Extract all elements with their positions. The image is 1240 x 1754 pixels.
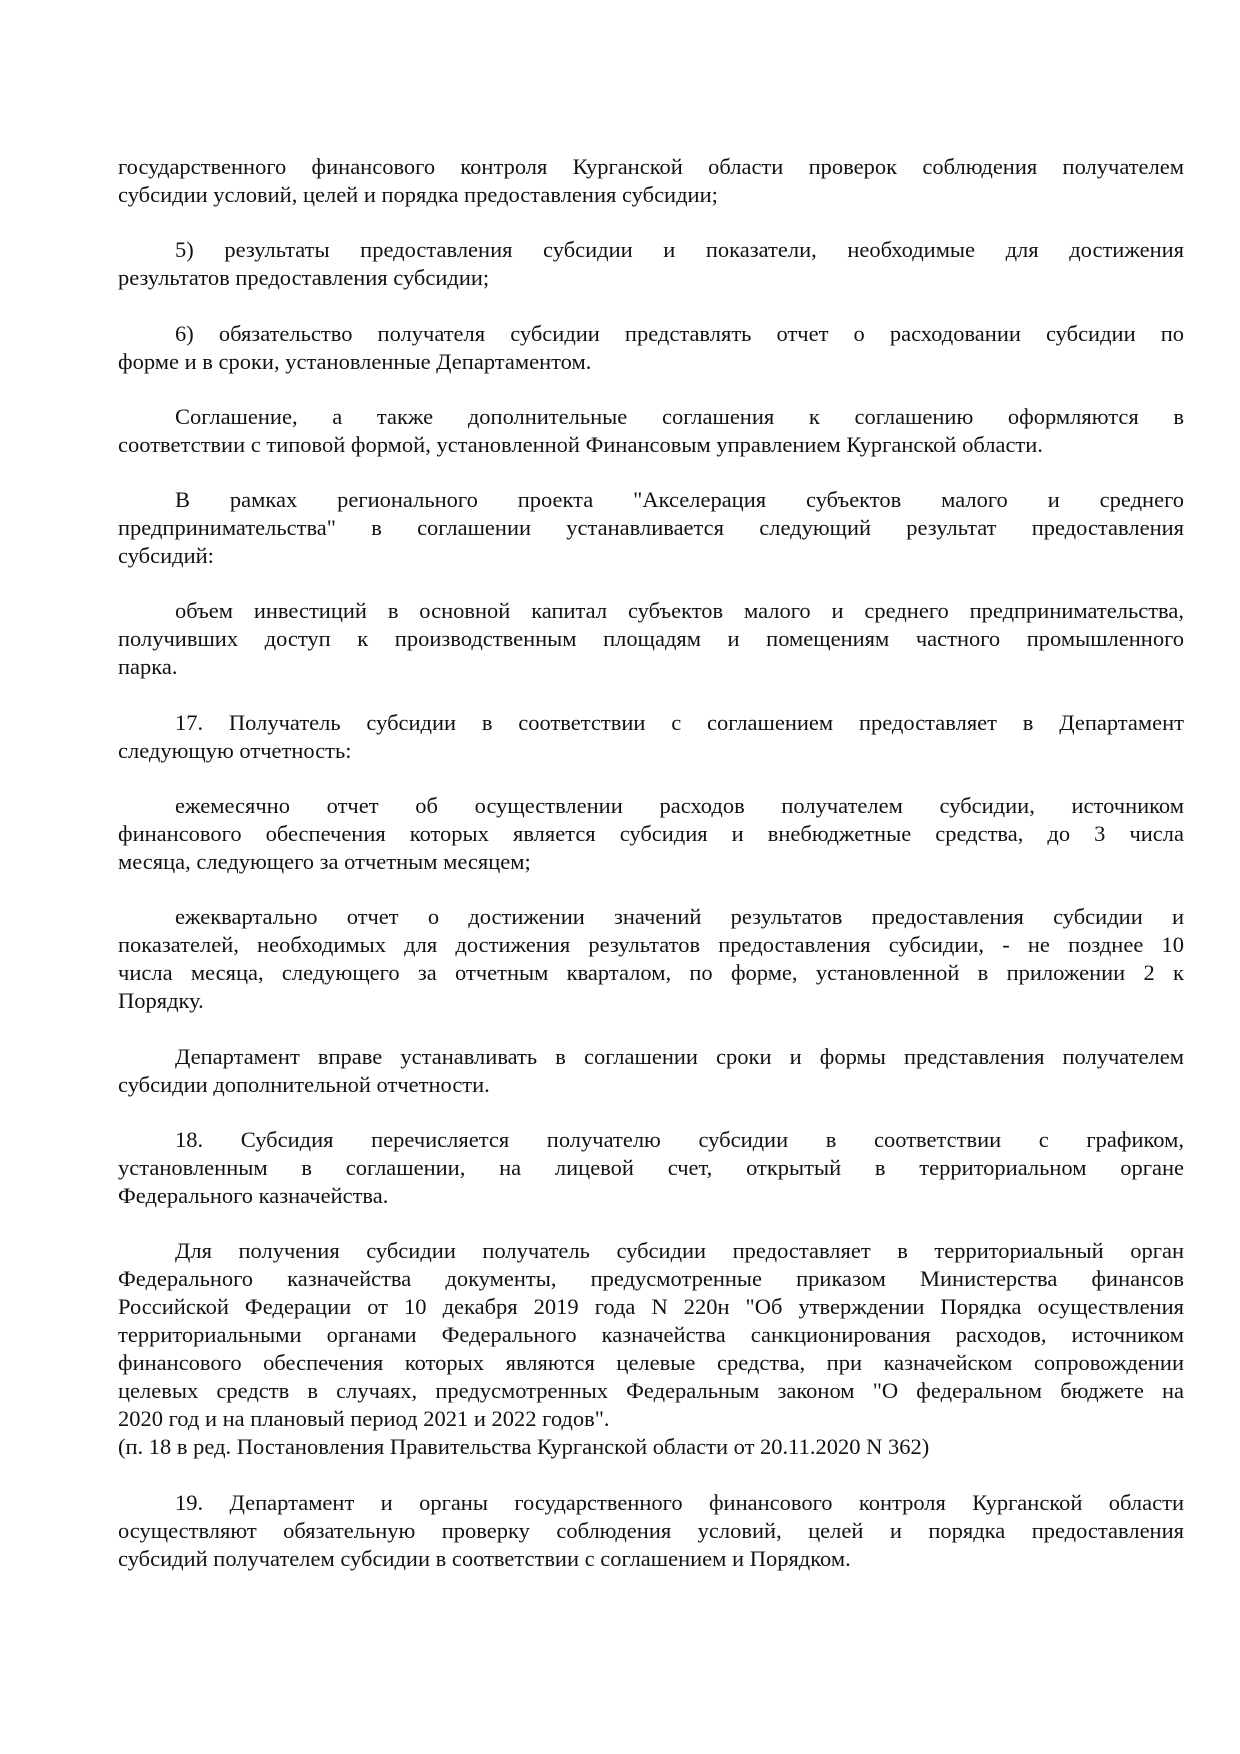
text-line: месяца, следующего за отчетным месяцем;	[118, 849, 531, 875]
text-line: Федерального казначейства документы, предусмотренные приказом Министерства финансов	[118, 1266, 1184, 1292]
text-line: Для получения субсидии получатель субсидии предоставляет в территориальный орган	[175, 1238, 1184, 1264]
text-line: Порядку.	[118, 988, 204, 1014]
text-line: следующую отчетность:	[118, 737, 352, 763]
text-line: Федерального казначейства.	[118, 1182, 389, 1208]
text-line: финансового обеспечения которых является субсидия и внебюджетные средства, до 3 числа	[118, 821, 1184, 847]
text-line: получивших доступ к производственным площадям и помещениям частного промышленного	[118, 626, 1184, 652]
text-line: субсидии условий, целей и порядка предоставления субсидии;	[118, 182, 718, 207]
text-line: установленным в соглашении, на лицевой счет, открытый в территориальном органе	[118, 1154, 1184, 1180]
text-line: парка.	[118, 654, 178, 680]
text-line: В рамках регионального проекта "Акселерация субъектов малого и среднего	[175, 487, 1184, 513]
document-page	[118, 153, 1184, 1600]
paragraph	[118, 1043, 1184, 1099]
text-line: субсидий получателем субсидии в соответствии с соглашением и Порядком.	[118, 1545, 851, 1571]
text-line: Российской Федерации от 10 декабря 2019 года N 220н "Об утверждении Порядка осуществления	[118, 1294, 1184, 1320]
text-line: 2020 год и на плановый период 2021 и 2022 годов".	[118, 1406, 610, 1432]
text-line: 6) обязательство получателя субсидии представлять отчет о расходовании субсидии по	[175, 320, 1184, 346]
paragraph	[118, 1237, 1184, 1433]
paragraph	[118, 153, 1184, 209]
text-line: государственного финансового контроля Курганской области проверок соблюдения получателем	[118, 154, 1184, 179]
text-line: территориальными органами Федерального казначейства санкционирования расходов, источником	[118, 1322, 1184, 1348]
text-line: соответствии с типовой формой, установленной Финансовым управлением Курганской области.	[118, 431, 1043, 457]
paragraph	[118, 403, 1184, 459]
text-line: осуществляют обязательную проверку соблюдения условий, целей и порядка предоставления	[118, 1517, 1184, 1543]
text-line: Соглашение, а также дополнительные соглашения к соглашению оформляются в	[175, 403, 1184, 429]
text-line: форме и в сроки, установленные Департаментом.	[118, 348, 592, 374]
text-line: ежемесячно отчет об осуществлении расходов получателем субсидии, источником	[175, 793, 1184, 819]
paragraph	[118, 792, 1184, 876]
paragraph	[118, 903, 1184, 1015]
text-line: субсидии дополнительной отчетности.	[118, 1071, 490, 1097]
paragraph	[118, 1126, 1184, 1210]
text-line: числа месяца, следующего за отчетным кварталом, по форме, установленной в приложении 2 к	[118, 960, 1184, 986]
text-line: объем инвестиций в основной капитал субъектов малого и среднего предпринимательства,	[175, 598, 1184, 624]
paragraph	[118, 709, 1184, 765]
text-line: субсидий:	[118, 543, 214, 569]
paragraph	[118, 1489, 1184, 1573]
text-line: 19. Департамент и органы государственного финансового контроля Курганской области	[175, 1489, 1184, 1515]
text-line: 17. Получатель субсидии в соответствии с соглашением предоставляет в Департамент	[175, 709, 1184, 735]
paragraph	[118, 597, 1184, 681]
text-line: целевых средств в случаях, предусмотренных Федеральным законом "О федеральном бюджете на	[118, 1378, 1184, 1404]
text-line: финансового обеспечения которых являются целевые средства, при казначейском сопровождении	[118, 1350, 1184, 1376]
text-line: предпринимательства" в соглашении устанавливается следующий результат предоставления	[118, 515, 1184, 541]
paragraph	[118, 236, 1184, 292]
text-line: ежеквартально отчет о достижении значений результатов предоставления субсидии и	[175, 904, 1184, 930]
text-line: результатов предоставления субсидии;	[118, 265, 490, 291]
text-line: 5) результаты предоставления субсидии и показатели, необходимые для достижения	[175, 237, 1184, 263]
text-line: показателей, необходимых для достижения результатов предоставления субсидии, - не позднее 10	[118, 932, 1184, 958]
text-line: Департамент вправе устанавливать в соглашении сроки и формы представления получателем	[175, 1043, 1184, 1069]
text-line: (п. 18 в ред. Постановления Правительства Курганской области от 20.11.2020 N 362)	[118, 1434, 930, 1460]
paragraph	[118, 1433, 1184, 1461]
paragraph	[118, 486, 1184, 570]
paragraph	[118, 320, 1184, 376]
text-line: 18. Субсидия перечисляется получателю субсидии в соответствии с графиком,	[175, 1126, 1184, 1152]
